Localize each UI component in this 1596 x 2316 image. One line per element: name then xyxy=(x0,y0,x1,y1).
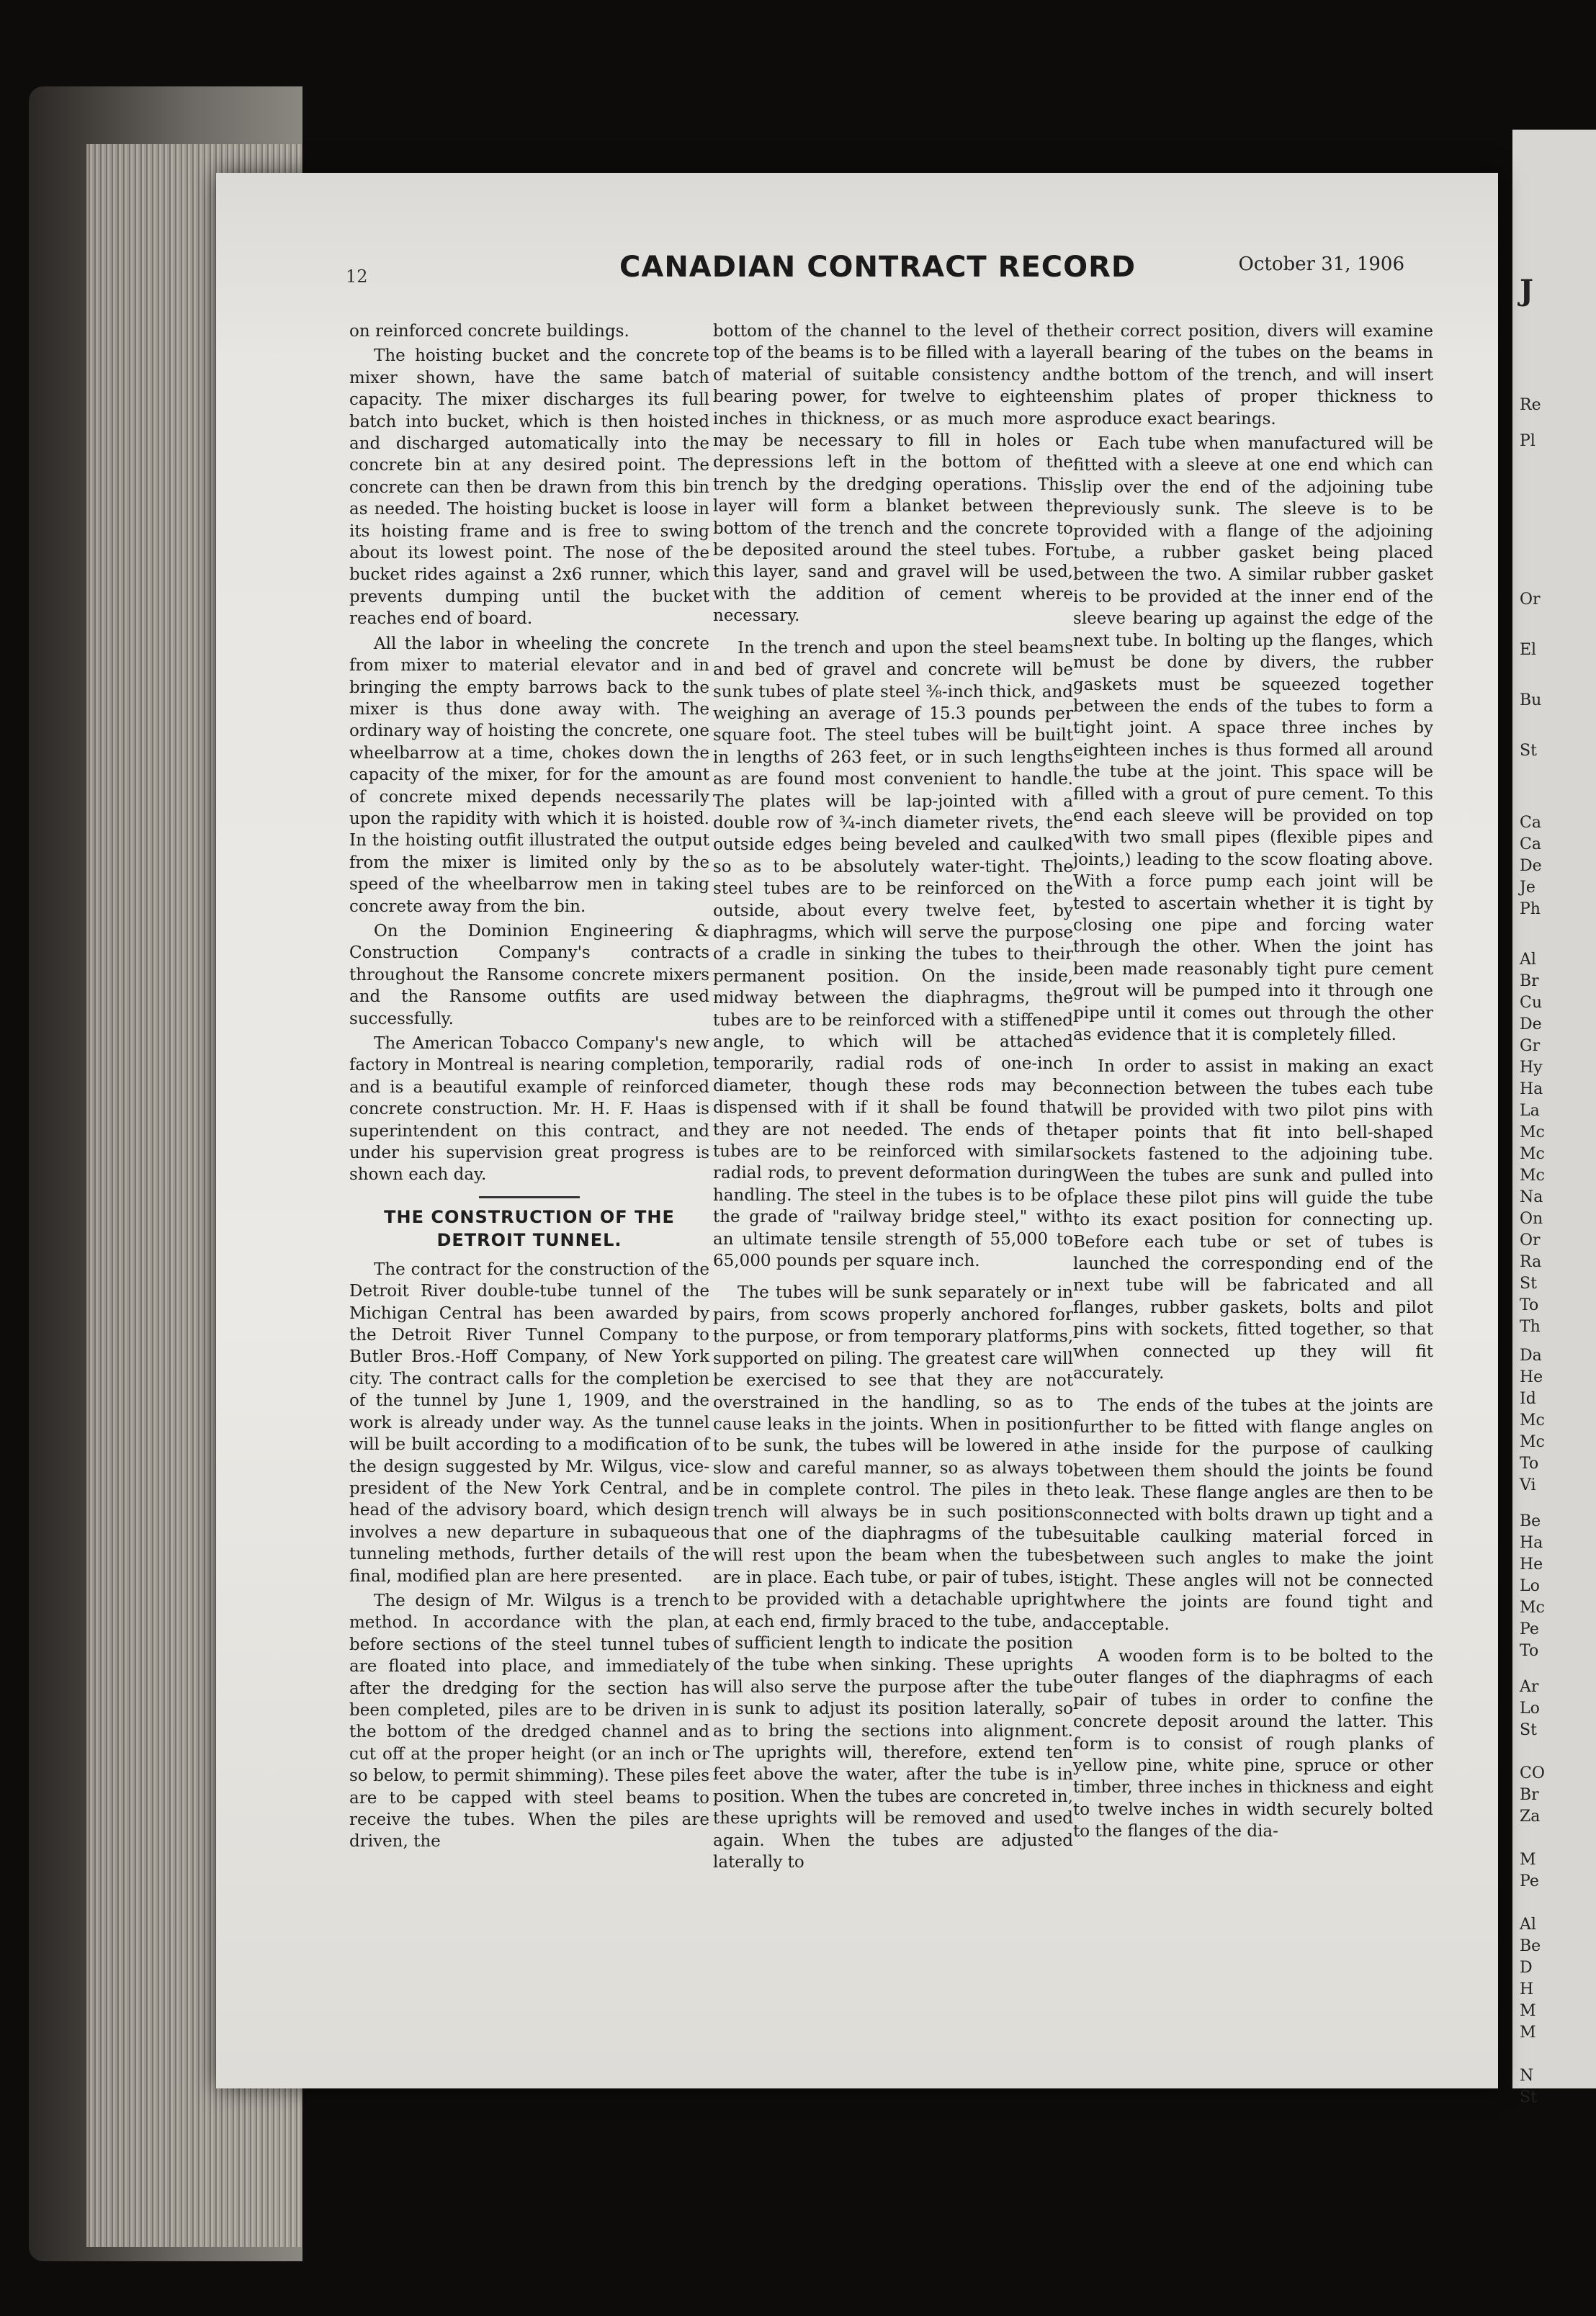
adjacent-page-fragment: Vi xyxy=(1520,1476,1536,1494)
adjacent-page-fragment: La xyxy=(1520,1102,1540,1120)
adjacent-page-fragment: Th xyxy=(1520,1318,1541,1336)
adjacent-page-fragment: St xyxy=(1520,1721,1537,1739)
paragraph: The American Tobacco Company's new factory in Montreal is nearing completion, and is a beautiful example of reinforced concrete construction. Mr. H. F. Haas is superintendent on this contract, and under his supervision great progress is shown each day. xyxy=(349,1034,709,1185)
adjacent-page-fragment: Ca xyxy=(1520,814,1541,832)
adjacent-page-fragment: St xyxy=(1520,2088,1537,2106)
adjacent-page-fragment: Mc xyxy=(1520,1433,1545,1451)
paragraph: The tubes will be sunk separately or in pairs, from scows properly anchored for the purpose, or from temporary platforms, supported on piling. The greatest care will be exercised to see that they are not overstrained in the handling, so as to cause leaks in the joints. When in position to be sunk, the tubes will be lowered in a slow and careful manner, so as always to be in complete control. The piles in the trench will always be in such positions that one of the diaphragms of the tube will rest upon the beam when the tubes are in place. Each tube, or pair of tubes, is to be provided with a detachable upright at each end, firmly braced to the tube, and of sufficient length to indicate the position of the tube when sinking. These uprights will also serve the purpose after the tube is sunk to adjust its position laterally, so as to bring the sections into alignment. The uprights will, therefore, extend ten feet above the water, after the tube is in position. When the tubes are concreted in, these uprights will be removed and used again. When the tubes are adjusted laterally to xyxy=(713,1283,1073,1872)
adjacent-page-fragment: He xyxy=(1520,1368,1543,1386)
column-3 xyxy=(1073,320,1433,1843)
adjacent-page-fragment: Ra xyxy=(1520,1253,1542,1271)
paragraph: In order to assist in making an exact connection between the tubes each tube will be provided with two pilot pins with taper points that fit into bell-shaped sockets fastened to the adjoining tube. Ween the tubes are sunk and pulled into place these pilot pins will guide the tube to its exact position for connecting up. Before each tube or set of tubes is launched the corresponding end of the next tube will be fabricated and all flanges, rubber gaskets, bolts and pilot pins with sockets, fitted together, so that when connected up they will fit accurately. xyxy=(1073,1057,1433,1383)
adjacent-page-fragment: St xyxy=(1520,742,1537,760)
adjacent-page-fragment: D xyxy=(1520,1959,1533,1977)
adjacent-page-fragment: Da xyxy=(1520,1347,1542,1365)
paragraph: On the Dominion Engineering & Construction Company's contracts throughout the Ransome concrete mixers and the Ransome outfits are used successfully. xyxy=(349,921,709,1028)
adjacent-page-fragment: De xyxy=(1520,857,1542,875)
adjacent-page-fragment: To xyxy=(1520,1296,1539,1314)
adjacent-page-fragment: H xyxy=(1520,1980,1534,1998)
adjacent-page-fragment: Be xyxy=(1520,1937,1541,1955)
adjacent-page-fragment: He xyxy=(1520,1556,1543,1574)
page-number: 12 xyxy=(346,266,368,287)
adjacent-page-fragment: De xyxy=(1520,1015,1542,1033)
adjacent-page-fragment: M xyxy=(1520,2024,1536,2042)
adjacent-page-fragment: Bu xyxy=(1520,691,1542,709)
paragraph: their correct position, divers will examine all bearing of the tubes on the beams in the bottom of the trench, and will insert shim plates of proper thickness to produce exact bearings. xyxy=(1073,322,1433,428)
adjacent-page-fragment: J xyxy=(1520,274,1533,308)
adjacent-page-fragment: Mc xyxy=(1520,1145,1545,1163)
adjacent-page-fragment: Na xyxy=(1520,1188,1543,1206)
adjacent-page-fragment: To xyxy=(1520,1642,1539,1660)
adjacent-page-fragment: Ca xyxy=(1520,835,1541,853)
adjacent-page-fragment: Ph xyxy=(1520,900,1541,918)
adjacent-page-fragment: Cu xyxy=(1520,994,1543,1012)
adjacent-page-fragment: Mc xyxy=(1520,1167,1545,1185)
adjacent-page-fragment: N xyxy=(1520,2067,1534,2085)
adjacent-page-fragment: Pl xyxy=(1520,432,1536,450)
adjacent-page-fragment: El xyxy=(1520,641,1537,659)
adjacent-page-fragment: Be xyxy=(1520,1512,1541,1530)
adjacent-page-fragment: Mc xyxy=(1520,1599,1545,1617)
adjacent-page-fragment: Za xyxy=(1520,1808,1541,1826)
adjacent-page-fragment: Pe xyxy=(1520,1620,1539,1638)
paragraph: on reinforced concrete buildings. xyxy=(349,322,629,341)
adjacent-page-edge xyxy=(1512,130,1596,2106)
adjacent-page-fragment: Ar xyxy=(1520,1678,1539,1696)
issue-date: October 31, 1906 xyxy=(1238,253,1404,275)
paragraph: In the trench and upon the steel beams and bed of gravel and concrete will be sunk tubes of plate steel ⅜-inch thick, and weighing an average of 15.3 pounds per square foot. The steel tubes will be built in lengths of 263 feet, or in such lengths as are found most convenient to handle. The plates will be lap-jointed with a double row of ¾-inch diameter rivets, the outside edges being beveled and caulked so as to be absolutely water-tight. The steel tubes are to be reinforced on the outside, about every twelve feet, by diaphragms, which will serve the purpose of a cradle in sinking the tubes to their permanent position. On the inside, midway between the diaphragms, the tubes are to be reinforced with a stiffened angle, to which will be attached temporarily, radial rods of one-inch diameter, though these rods may be dispensed with if it shall be found that they are not needed. The ends of the tubes are to be reinforced with similar radial rods, to prevent deformation during handling. The steel in the tubes is to be of the grade of "railway bridge steel," with an ultimate tensile strength of 55,000 to 65,000 pounds per square inch. xyxy=(713,638,1073,1271)
adjacent-page-fragment: Br xyxy=(1520,972,1539,990)
adjacent-page-fragment: Lo xyxy=(1520,1700,1540,1718)
adjacent-page-fragment: Gr xyxy=(1520,1037,1541,1055)
adjacent-page-fragment: St xyxy=(1520,1275,1537,1293)
paragraph: Each tube when manufactured will be fitted with a sleeve at one end which can slip over the end of the adjoining tube previously sunk. The sleeve is to be provided with a flange of the adjoining tube, a rubber gasket being placed between the two. A similar rubber gasket is to be provided at the inner end of the sleeve bearing up against the edge of the next tube. In bolting up the flanges, which must be done by divers, the rubber gaskets must be squeezed together between the ends of the tubes to form a tight joint. A space three inches by eighteen inches is thus formed all around the tube at the joint. This space will be filled with a grout of pure cement. To this end each sleeve will be provided on top with two small pipes (flexible pipes and joints,) leading to the scow floating above. With a force pump each joint will be tested to ascertain whether it is tight by closing one pipe and forcing water through the other. When the joint has been made reasonably tight pure cement grout will be pumped into it through one pipe until it comes out through the other as evidence that it is completely filled. xyxy=(1073,434,1433,1044)
paragraph: The ends of the tubes at the joints are further to be fitted with flange angles on the inside for the purpose of caulking between them should the joints be found to leak. These flange angles are then to be connected with bolts drawn up tight and a suitable caulking material forced in between such angles to make the joint tight. These angles will not be connected where the joints are found tight and acceptable. xyxy=(1073,1396,1433,1634)
article-heading: THE CONSTRUCTION OF THE DETROIT TUNNEL. xyxy=(384,1206,675,1250)
paragraph: All the labor in wheeling the concrete from mixer to material elevator and in bringing the empty barrows back to the mixer is thus done away with. The ordinary way of hoisting the concrete, one wheelbarrow at a time, chokes down the capacity of the mixer, for for the amount of concrete mixed depends necessarily upon the rapidity with which it is hoisted. In the hoisting outfit illustrated the output from the mixer is limited only by the speed of the wheelbarrow men in taking concrete away from the bin. xyxy=(349,634,709,916)
adjacent-page-fragment: To xyxy=(1520,1455,1539,1473)
adjacent-page-fragment: M xyxy=(1520,1851,1536,1869)
adjacent-page-fragment: Mc xyxy=(1520,1123,1545,1141)
adjacent-page-fragment: Re xyxy=(1520,396,1541,414)
adjacent-page-fragment: Or xyxy=(1520,591,1541,609)
adjacent-page-fragment: Hy xyxy=(1520,1059,1543,1077)
paragraph: A wooden form is to be bolted to the outer flanges of the diaphragms of each pair of tubes in order to confine the concrete deposit around the latter. This form is to consist of rough planks of yellow pine, white pine, spruce or other timber, three inches in thickness and eight to twelve inches in width securely bolted to the flanges of the dia- xyxy=(1073,1646,1433,1841)
adjacent-page-fragment: Je xyxy=(1520,879,1536,897)
adjacent-page-fragment: Mc xyxy=(1520,1411,1545,1429)
adjacent-page-fragment: Pe xyxy=(1520,1872,1539,1890)
adjacent-page-fragment: Lo xyxy=(1520,1577,1540,1595)
adjacent-page-fragment: Al xyxy=(1520,951,1536,969)
adjacent-page-fragment: Id xyxy=(1520,1390,1536,1408)
section-divider xyxy=(479,1196,580,1198)
page-header xyxy=(339,251,1448,294)
adjacent-page-fragment: Ha xyxy=(1520,1080,1543,1098)
adjacent-page-fragment: Or xyxy=(1520,1231,1541,1249)
adjacent-page-fragment: Br xyxy=(1520,1786,1539,1804)
paragraph: The contract for the construction of the Detroit River double-tube tunnel of the Michigan Central has been awarded by the Detroit River Tunnel Company to Butler Bros.-Hoff Company, of New York city. The contract calls for the completion of the tunnel by June 1, 1909, and the work is already under way. As the tunnel will be built according to a modification of the design suggested by Mr. Wilgus, vice-president of the New York Central, and head of the advisory board, which design involves a new departure in subaqueous tunneling methods, further details of the final, modified plan are here presented. xyxy=(349,1260,709,1586)
paragraph: bottom of the channel to the level of the top of the beams is to be filled with a layer of material of suitable consistency and bearing power, for twelve to eighteen inches in thickness, or as much more as may be necessary to fill in holes or depressions left in the bottom of the trench by the dredging operations. This layer will form a blanket between the bottom of the trench and the concrete to be deposited around the steel tubes. For this layer, sand and gravel will be used, with the addition of cement where necessary. xyxy=(713,322,1073,626)
adjacent-page-fragment: Ha xyxy=(1520,1534,1543,1552)
adjacent-page-fragment: CO xyxy=(1520,1764,1545,1782)
column-1 xyxy=(349,320,709,1853)
paragraph: The hoisting bucket and the concrete mixer shown, have the same batch capacity. The mixer discharges its full batch into bucket, which is then hoisted and discharged automatically into the concrete bin at any desired point. The concrete can then be drawn from this bin as needed. The hoisting bucket is loose in its hoisting frame and is free to swing about its lowest point. The nose of the bucket rides against a 2x6 runner, which prevents dumping until the bucket reaches end of board. xyxy=(349,346,709,629)
column-2 xyxy=(713,320,1073,1873)
paragraph: The design of Mr. Wilgus is a trench method. In accordance with the plan, before sections of the steel tunnel tubes are floated into place, and immediately after the dredging for the section has been completed, piles are to be driven in the bottom of the dredged channel and cut off at the proper height (or an inch or so below, to permit shimming). These piles are to be capped with steel beams to receive the tubes. When the piles are driven, the xyxy=(349,1591,709,1852)
masthead: CANADIAN CONTRACT RECORD xyxy=(619,251,1137,284)
adjacent-page-fragment: Al xyxy=(1520,1916,1536,1934)
adjacent-page-fragment: M xyxy=(1520,2002,1536,2020)
adjacent-page-fragment: On xyxy=(1520,1210,1543,1228)
